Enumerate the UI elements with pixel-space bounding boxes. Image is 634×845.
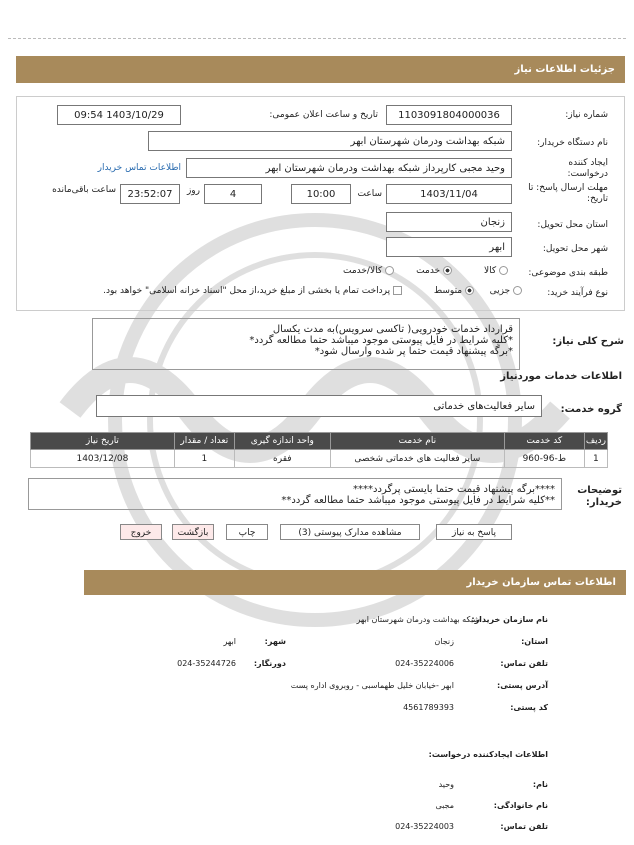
service-group-label: گروه خدمت: [560,404,622,415]
reply-button[interactable]: پاسخ به نیاز [436,524,512,540]
need-number-field: 1103091804000036 [386,105,512,125]
cell-qty: 1 [174,450,234,468]
table-header-row [31,433,608,450]
contact-section-title: اطلاعات تماس سازمان خریدار [84,570,626,595]
category-radio-goods[interactable]: کالا [484,266,508,276]
exit-button[interactable]: خروج [120,524,162,540]
col-row: ردیف [584,433,607,450]
contact-province-value: زنجان [434,637,454,646]
contact-city-label: شهر: [264,637,286,646]
services-section-title: اطلاعات خدمات موردنیاز [500,371,622,382]
buyer-notes-box [28,478,562,510]
description-line-3: *برگه پیشنهاد قیمت حتما پر شده وارسال شود* [314,346,513,357]
payment-checkbox-row[interactable]: پرداخت تمام یا بخشی از مبلغ خرید،از محل "اسناد خزانه اسلامی" خواهد بود. [103,286,402,296]
contact-postal-label: کد پستی: [510,703,548,712]
buyer-contact-link[interactable]: اطلاعات تماس خریدار [97,163,181,173]
creator-family-value: مجبی [435,801,454,810]
cell-name: سایر فعالیت های خدماتی شخصی [330,450,504,468]
view-attachments-button[interactable]: مشاهده مدارک پیوستی (3) [280,524,420,540]
contact-address-label: آدرس پستی: [497,681,548,690]
need-number-label: شماره نیاز: [565,110,608,120]
back-button[interactable]: بازگشت [172,524,214,540]
payment-checkbox-icon[interactable] [393,286,402,295]
deadline-time-field: 10:00 [291,184,351,204]
contact-org-value: شبکه بهداشت ودرمان شهرستان ابهر [356,615,480,624]
contact-postal-value: 4561789393 [403,703,454,712]
cell-code: ط-96-960 [504,450,584,468]
col-code: کد خدمت [504,433,584,450]
print-button[interactable]: چاپ [226,524,268,540]
remaining-time-label: ساعت باقی‌مانده [52,185,116,195]
radio-partial-icon[interactable] [513,286,522,295]
contact-fax-value: 024-35244726 [177,659,236,668]
province-label: استان محل تحویل: [537,220,608,230]
contact-fax-label: دورنگار: [253,659,286,668]
radio-medium-icon[interactable] [465,286,474,295]
category-radio-service[interactable]: خدمت [416,266,452,276]
contact-city-value: ابهر [223,637,236,646]
description-line-1: قرارداد خدمات خودرویی( تاکسی سرویس)به مدت یکسال [272,324,513,335]
table-row [31,450,608,468]
col-qty: تعداد / مقدار [174,433,234,450]
radio-goods-icon[interactable] [499,266,508,275]
day-label: روز [186,186,200,196]
announce-field: 1403/10/29 09:54 [57,105,181,125]
creator-phone-value: 024-35224003 [395,822,454,831]
creator-name-value: وحید [438,780,454,789]
creator-name-label: نام: [532,780,548,789]
contact-org-label: نام سازمان خریدار: [471,615,548,624]
creator-label: ایجاد کننده درخواست: [567,158,608,179]
category-radio-goods-service[interactable]: کالا/خدمت [343,266,394,276]
col-date: تاریخ نیاز [31,433,175,450]
deadline-time-label: ساعت [357,189,382,199]
deadline-date-field: 1403/11/04 [386,184,512,204]
cell-row: 1 [584,450,607,468]
announce-label: تاریخ و ساعت اعلان عمومی: [269,110,378,120]
contact-address-value: ابهر -خیابان خلیل طهماسبی - روبروی اداره پست [290,681,454,690]
buyer-notes-label: توضیحات خریدار: [577,485,622,508]
deadline-label: مهلت ارسال پاسخ: تا تاریخ: [528,183,608,204]
creator-field: وحید مجبی کارپرداز شبکه بهداشت ودرمان شهرستان ابهر [186,158,512,178]
cell-unit: فقره [234,450,330,468]
page-title: جزئیات اطلاعات نیاز [16,56,625,83]
radio-goods-service-icon[interactable] [385,266,394,275]
notes-line-1: ****برگه پیشنهاد قیمت حتما بایستی پرگردد**** [353,484,555,495]
city-label: شهر محل تحویل: [542,244,608,254]
creator-info-title: اطلاعات ایجادکننده درخواست: [428,750,548,759]
city-field: ابهر [386,237,512,257]
process-radio-medium[interactable]: متوسط [434,286,474,296]
col-unit: واحد اندازه گیری [234,433,330,450]
notes-line-2: **کلیه شرایط در فایل پیوستی موجود میباشد حتما مطالعه گردد** [281,495,555,506]
buyer-org-label: نام دستگاه خریدار: [537,138,608,148]
description-box [92,318,520,370]
contact-phone-label: تلفن تماس: [500,659,548,668]
process-radio-partial[interactable]: جزیی [490,286,522,296]
top-divider [8,38,626,39]
cell-date: 1403/12/08 [31,450,175,468]
remaining-time-field: 23:52:07 [120,184,180,204]
services-table [30,432,608,468]
day-count-field: 4 [204,184,262,204]
service-group-field: سایر فعالیت‌های خدماتی [96,395,542,417]
description-line-2: *کلیه شرایط در فایل پیوستی موجود میباشد حتما مطالعه گردد* [249,335,513,346]
province-field: زنجان [386,212,512,232]
process-label: نوع فرآیند خرید: [547,288,608,298]
creator-family-label: نام خانوادگی: [493,801,548,810]
category-label: طبقه بندی موضوعی: [528,268,608,278]
radio-service-icon[interactable] [443,266,452,275]
description-label: شرح کلی نیاز: [552,336,624,347]
buyer-org-field: شبکه بهداشت ودرمان شهرستان ابهر [148,131,512,151]
contact-province-label: استان: [521,637,548,646]
creator-phone-label: تلفن تماس: [500,822,548,831]
col-name: نام خدمت [330,433,504,450]
contact-phone-value: 024-35224006 [395,659,454,668]
